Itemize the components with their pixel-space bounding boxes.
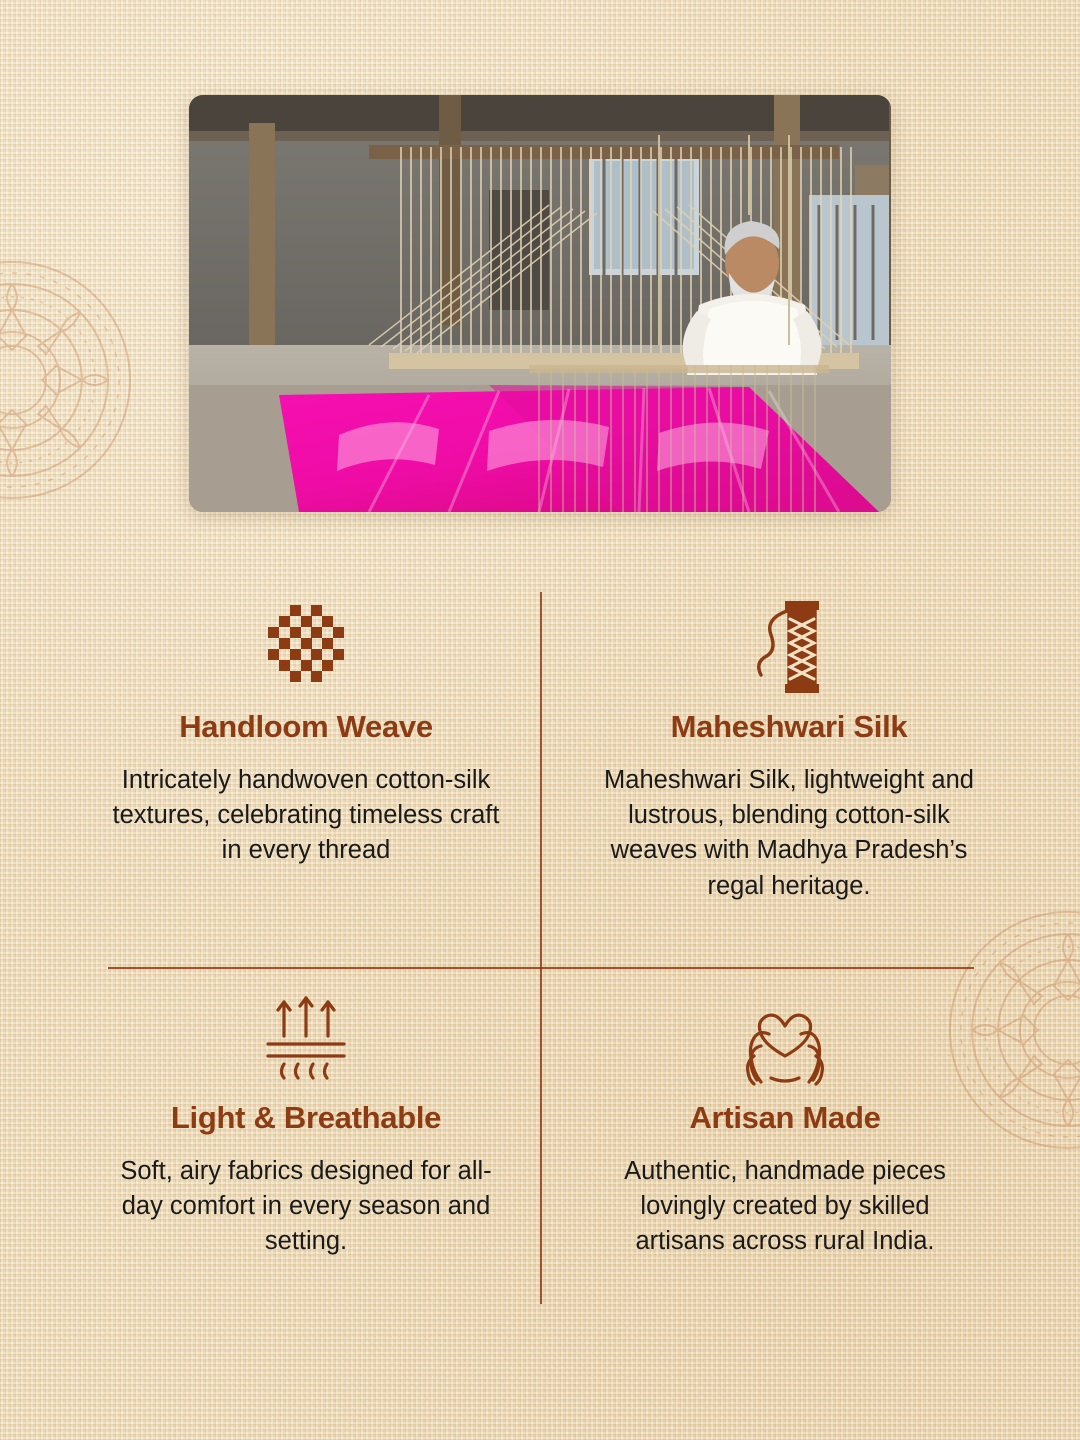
feature-card-light-breathable (72, 950, 540, 1315)
feature-description: Maheshwari Silk, lightweight and lustrous, blending cotton-silk weaves with Madhya Pradesh’s regal heritage. (604, 766, 974, 900)
thread-spool-icon (743, 599, 835, 695)
feature-card-artisan-made (540, 950, 1008, 1315)
feature-title: Artisan Made (689, 1100, 881, 1135)
feature-title: Handloom Weave (179, 709, 433, 744)
woven-knot-icon (260, 599, 352, 695)
grid-divider-vertical (540, 592, 542, 1304)
hands-heart-icon (735, 990, 835, 1086)
feature-title: Maheshwari Silk (670, 709, 908, 744)
grid-divider-horizontal (108, 967, 974, 969)
feature-card-maheshwari-silk (540, 585, 1008, 950)
feature-card-handloom-weave (72, 585, 540, 950)
feature-title: Light & Breathable (170, 1100, 442, 1135)
feature-description: Soft, airy fabrics designed for all-day comfort in every season and setting. (120, 1157, 492, 1256)
feature-description: Intricately handwoven cotton-silk textures, celebrating timeless craft in every thread (112, 766, 500, 865)
breathable-airflow-icon (258, 990, 354, 1086)
handloom-photo (189, 95, 891, 512)
feature-description: Authentic, handmade pieces lovingly created by skilled artisans across rural India. (624, 1157, 946, 1256)
